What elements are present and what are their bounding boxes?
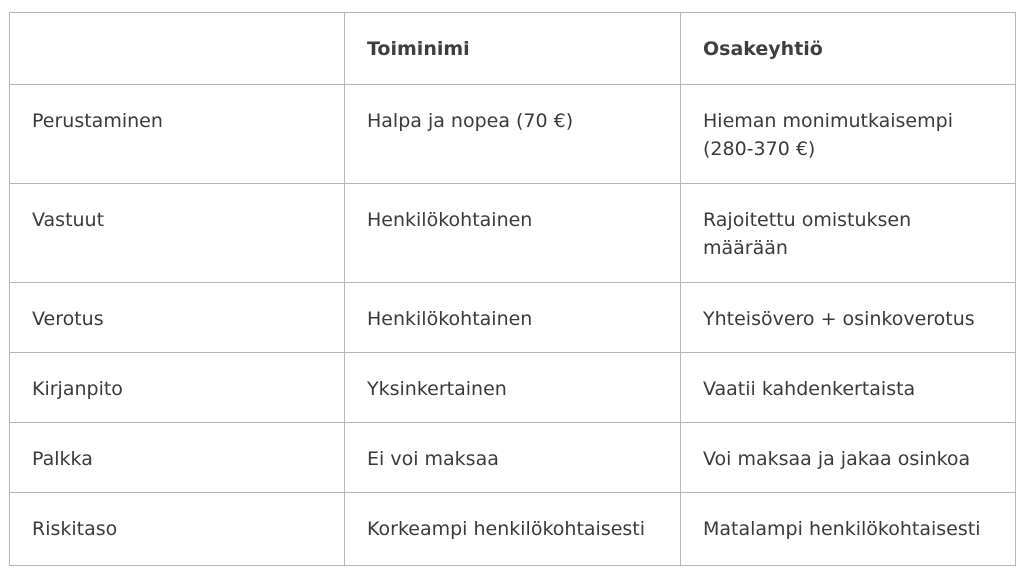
row-label: Kirjanpito — [10, 353, 345, 423]
table-cell: Hieman monimutkaisempi (280-370 €) — [681, 85, 1016, 184]
table-cell: Yhteisövero + osinkoverotus — [681, 283, 1016, 353]
table-row — [10, 423, 1016, 493]
table-cell: Voi maksaa ja jakaa osinkoa — [681, 423, 1016, 493]
header-cell-osakeyhtio: Osakeyhtiö — [681, 13, 1016, 85]
table-cell: Henkilökohtainen — [345, 184, 681, 283]
table-row — [10, 85, 1016, 184]
table-cell: Matalampi henkilökohtaisesti — [681, 493, 1016, 566]
table-row — [10, 353, 1016, 423]
header-cell-toiminimi: Toiminimi — [345, 13, 681, 85]
table-cell: Yksinkertainen — [345, 353, 681, 423]
table-cell: Vaatii kahdenkertaista — [681, 353, 1016, 423]
row-label: Perustaminen — [10, 85, 345, 184]
table-row — [10, 283, 1016, 353]
table-header-row — [10, 13, 1016, 85]
table-row — [10, 184, 1016, 283]
comparison-table — [9, 12, 1016, 566]
header-cell-empty — [10, 13, 345, 85]
table-cell: Ei voi maksaa — [345, 423, 681, 493]
row-label: Verotus — [10, 283, 345, 353]
table-cell: Korkeampi henkilökohtaisesti — [345, 493, 681, 566]
table-row — [10, 493, 1016, 566]
table-cell: Halpa ja nopea (70 €) — [345, 85, 681, 184]
table-cell: Rajoitettu omistuksen määrään — [681, 184, 1016, 283]
row-label: Palkka — [10, 423, 345, 493]
row-label: Vastuut — [10, 184, 345, 283]
table-cell: Henkilökohtainen — [345, 283, 681, 353]
row-label: Riskitaso — [10, 493, 345, 566]
